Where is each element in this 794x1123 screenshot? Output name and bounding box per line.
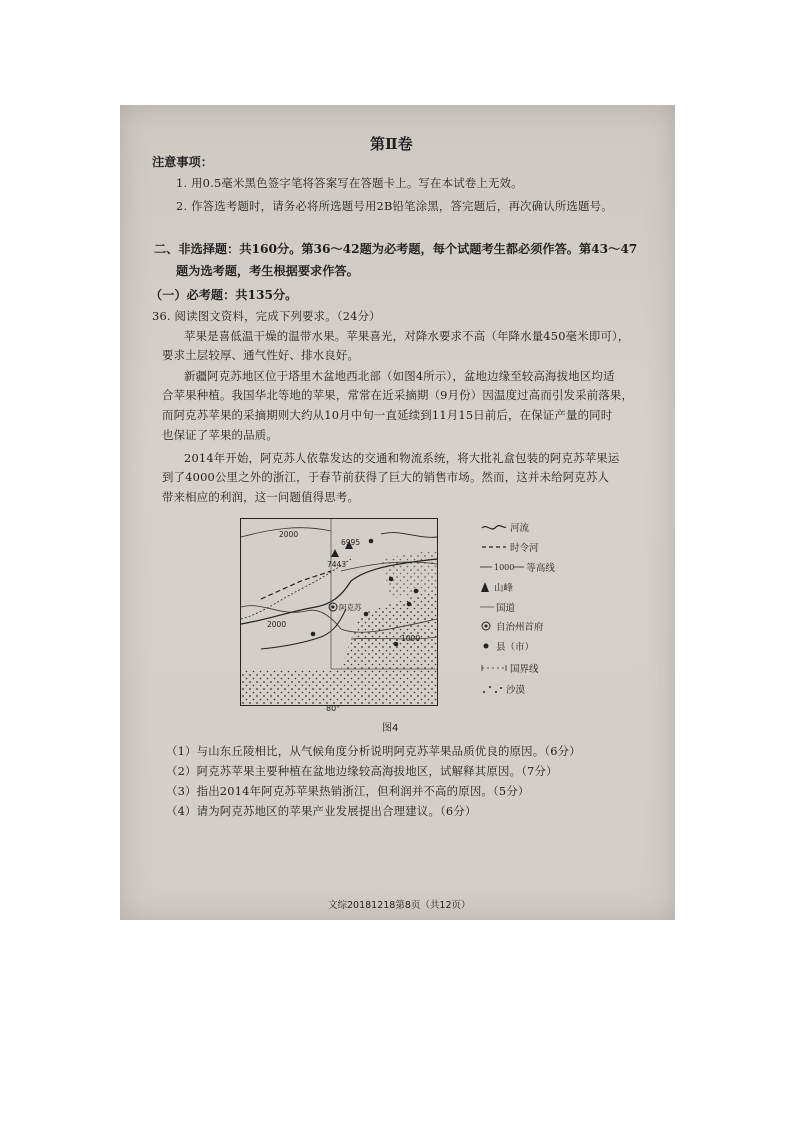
passage-line: 而阿克苏苹果的采摘期则大约从10月中旬一直延续到11月15日前后，在保证产量的同时 [162, 408, 613, 422]
passage-line: 要求土层较厚、通气性好、排水良好。 [162, 348, 360, 362]
legend-capital: 自治州首府 [480, 619, 544, 633]
county-marker [389, 577, 394, 582]
river-symbol-icon [480, 521, 508, 533]
river [261, 609, 346, 649]
legend-river: 河流 [480, 520, 529, 534]
note-item-1: 1. 用0.5毫米黑色签字笔将答案写在答题卡上。写在本试卷上无效。 [176, 176, 523, 190]
sub-question-4: （4）请为阿克苏地区的苹果产业发展提出合理建议。（6分） [166, 804, 477, 818]
passage-line: 2014年开始，阿克苏人依靠发达的交通和物流系统，将大批礼盒包装的阿克苏苹果运 [184, 451, 620, 465]
sub-question-2: （2）阿克苏苹果主要种植在盆地边缘较高海拔地区，试解释其原因。（7分） [166, 764, 558, 778]
exam-page-photo [120, 105, 675, 920]
passage-line: 苹果是喜低温干燥的温带水果。苹果喜光，对降水要求不高（年降水量450毫米即可）， [184, 329, 630, 343]
county-marker [364, 612, 369, 617]
county-marker [414, 589, 419, 594]
county-marker [394, 642, 399, 647]
passage-line: 也保证了苹果的品质。 [162, 428, 278, 442]
county-marker [407, 602, 412, 607]
peak-marker [331, 549, 339, 557]
note-item-2: 2. 作答选考题时，请务必将所选题号用2B铅笔涂黑，答完题后，再次确认所选题号。 [176, 199, 613, 213]
contour-label: 2000 [279, 530, 299, 539]
figure-caption: 图4 [382, 723, 399, 734]
passage-line: 合苹果种植。我国华北等地的苹果，常常在近采摘期（9月份）因温度过高而引发采前落果， [162, 388, 634, 402]
map-legend [480, 520, 630, 710]
sub-question-1: （1）与山东丘陵相比，从气候角度分析说明阿克苏苹果品质优良的原因。（6分） [166, 744, 581, 758]
legend-seasonal-river: 时令河 [480, 540, 539, 554]
peak-elevation-label: 7443 [327, 560, 347, 569]
contour-label: 2000 [267, 620, 287, 629]
required-section-heading: （一）必考题：共135分。 [150, 288, 298, 302]
county-marker [311, 632, 316, 637]
sub-question-3: （3）指出2014年阿克苏苹果热销浙江，但利润并不高的原因。（5分） [166, 784, 530, 798]
peak-symbol-icon [480, 581, 492, 593]
city-label: 阿克苏 [339, 603, 362, 612]
seasonal-river [261, 571, 331, 599]
longitude-label: 80° [326, 704, 341, 713]
question-36-stem: 36. 阅读图文资料，完成下列要求。（24分） [152, 309, 381, 323]
contour-symbol-icon [480, 561, 492, 573]
part2-heading: 二、非选择题：共160分。第36～42题为必考题，每个试题考生都必须作答。第43～47 [154, 242, 638, 256]
peak-elevation-label: 6995 [341, 538, 361, 547]
desert-area [241, 669, 437, 705]
county-symbol-icon [480, 640, 494, 652]
river [381, 533, 437, 538]
legend-contour: 1000 等高线 [480, 560, 555, 574]
part2-heading-cont: 题为选考题，考生根据要求作答。 [176, 264, 359, 278]
county-marker [369, 539, 374, 544]
legend-county: 县（市） [480, 639, 534, 653]
passage-line: 新疆阿克苏地区位于塔里木盆地西北部（如图4所示），盆地边缘至较高海拔地区均适 [184, 369, 615, 383]
akesu-map [240, 518, 438, 706]
passage-line: 到了4000公里之外的浙江，于春节前获得了巨大的销售市场。然而，这并未给阿克苏人 [162, 470, 610, 484]
section-title: 第Ⅱ卷 [370, 135, 413, 153]
page-footer: 文综20181218第8页（共12页） [328, 900, 471, 911]
legend-peak: 山峰 [480, 580, 513, 594]
notes-heading: 注意事项： [152, 155, 213, 169]
contour-label: 1000 [401, 634, 421, 643]
legend-national-road: 国道 [480, 600, 515, 614]
passage-line: 带来相应的利润，这一问题值得思考。 [162, 490, 360, 504]
legend-border: 国界线 [480, 661, 539, 675]
border-symbol-icon [480, 662, 508, 674]
desert-area [381, 549, 437, 599]
desert-symbol-icon [480, 683, 504, 695]
seasonal-river-symbol-icon [480, 541, 508, 553]
legend-desert: 沙漠 [480, 682, 525, 696]
capital-symbol-icon [480, 620, 494, 632]
road-symbol-icon [480, 601, 494, 613]
